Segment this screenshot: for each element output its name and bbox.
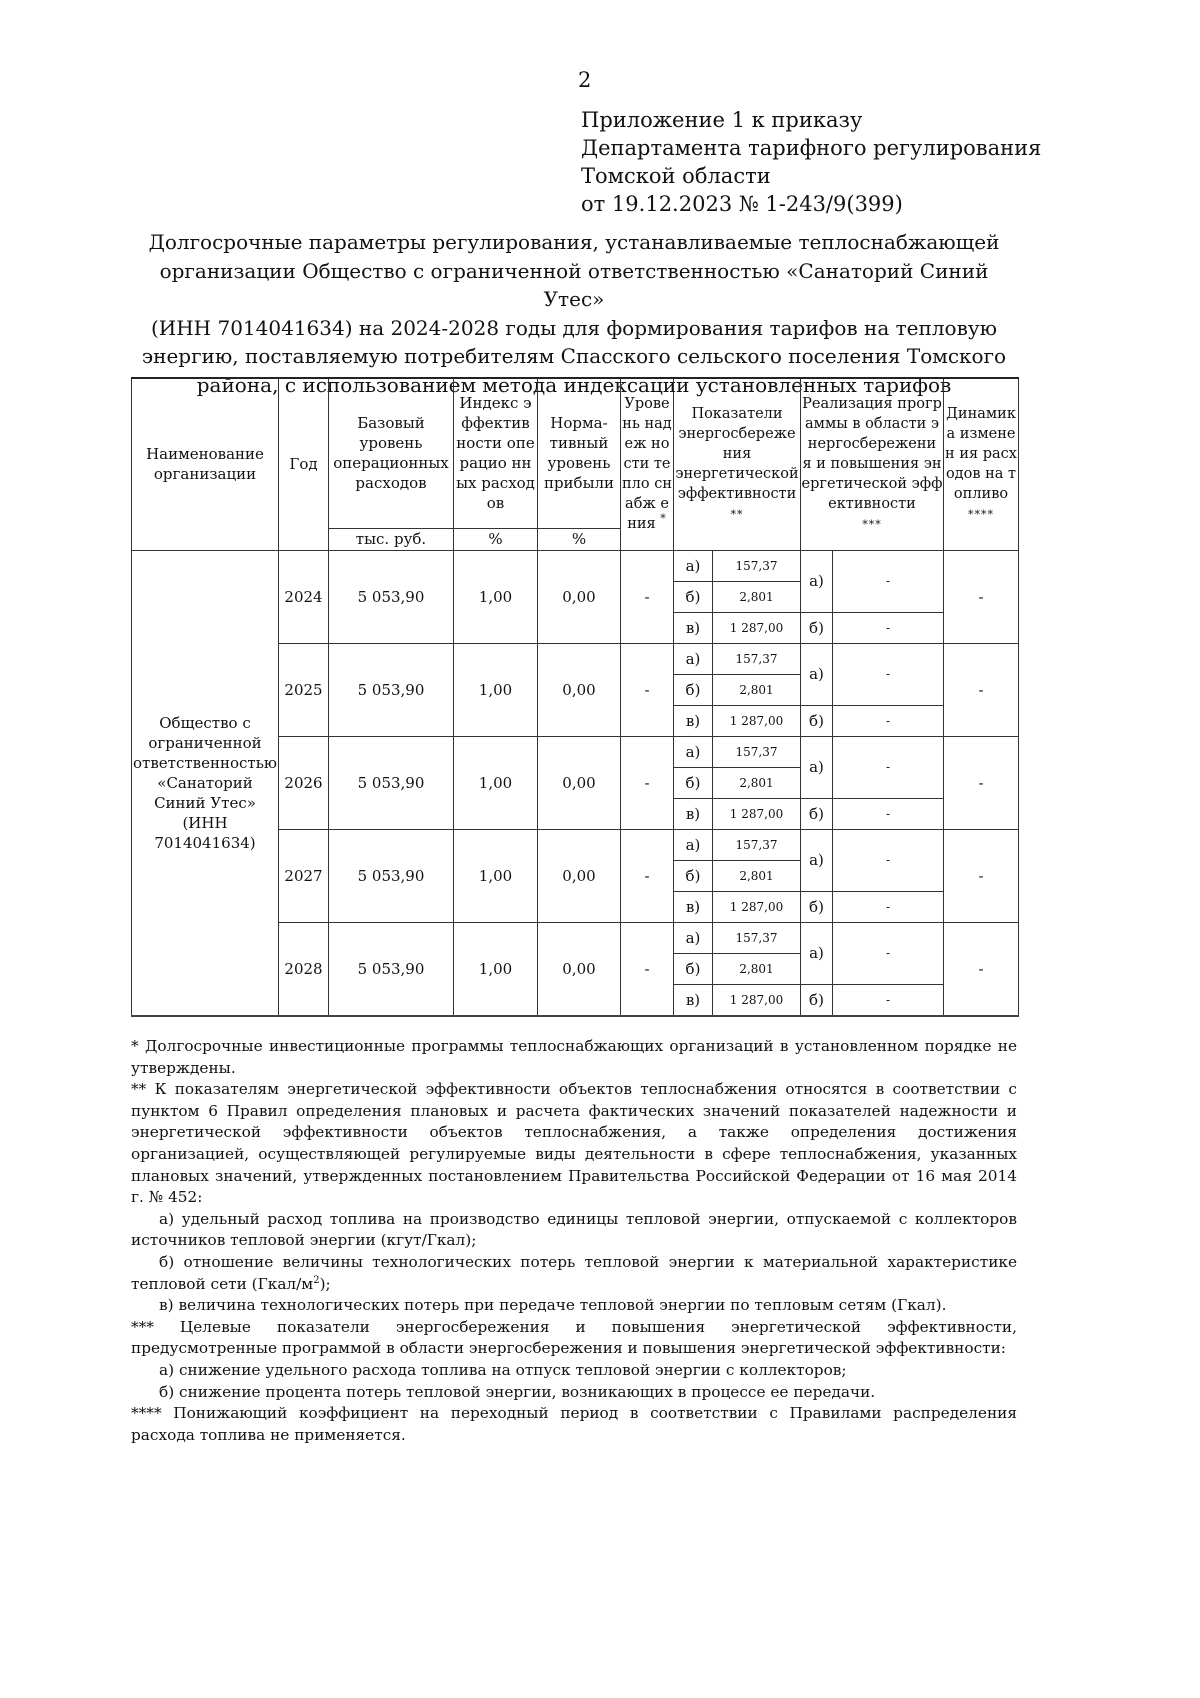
header-eff-index: Индекс эффектив ности операцио нных расходов <box>454 378 538 528</box>
norm-profit-cell: 0,00 <box>538 550 621 643</box>
footnote-mark: **** <box>968 507 995 521</box>
eff-index-cell: 1,00 <box>454 550 538 643</box>
program-letter: б) <box>801 891 833 922</box>
indicator-value: 2,801 <box>713 767 801 798</box>
appendix-line: от 19.12.2023 № 1-243/9(399) <box>581 192 903 216</box>
indicator-letter: б) <box>674 953 713 984</box>
footnote-2c: в) величина технологических потерь при передаче тепловой энергии по тепловым сетям (Гкал). <box>159 1296 947 1315</box>
program-value: - <box>833 829 944 891</box>
program-letter: б) <box>801 612 833 643</box>
indicator-value: 157,37 <box>713 643 801 674</box>
footnote-2b-end: ); <box>319 1274 331 1293</box>
program-letter: а) <box>801 550 833 612</box>
indicator-letter: в) <box>674 798 713 829</box>
indicator-value: 1 287,00 <box>713 984 801 1016</box>
footnote-3a: а) снижение удельного расхода топлива на отпуск тепловой энергии с коллекторов; <box>159 1360 847 1379</box>
norm-profit-cell: 0,00 <box>538 922 621 1016</box>
indicator-letter: б) <box>674 674 713 705</box>
program-letter: б) <box>801 705 833 736</box>
fuel-dynamics-cell: - <box>944 829 1019 922</box>
indicator-letter: а) <box>674 736 713 767</box>
eff-index-cell: 1,00 <box>454 922 538 1016</box>
fuel-dynamics-cell: - <box>944 550 1019 643</box>
base-opex-cell: 5 053,90 <box>329 829 454 922</box>
header-year: Год <box>279 378 329 550</box>
base-opex-cell: 5 053,90 <box>329 550 454 643</box>
program-value: - <box>833 643 944 705</box>
reliability-cell: - <box>621 736 674 829</box>
indicator-value: 157,37 <box>713 736 801 767</box>
indicator-letter: в) <box>674 984 713 1016</box>
superscript: 2 <box>313 1274 320 1286</box>
header-program <box>801 378 944 550</box>
program-value: - <box>833 891 944 922</box>
year-cell: 2024 <box>279 550 329 643</box>
footnote-2b <box>131 1252 1017 1295</box>
norm-profit-cell: 0,00 <box>538 829 621 922</box>
indicator-value: 2,801 <box>713 674 801 705</box>
fuel-dynamics-cell: - <box>944 736 1019 829</box>
indicator-letter: а) <box>674 922 713 953</box>
footnote-mark: * <box>660 512 667 526</box>
org-name-cell: Общество с ограниченной ответственностью «Санаторий Синий Утес» (ИНН 7014041634) <box>132 550 279 1016</box>
header-base-opex: Базовый уровень операционных расходов <box>329 378 454 528</box>
indicator-letter: а) <box>674 829 713 860</box>
header-energy-indicators <box>674 378 801 550</box>
unit-eff-index: % <box>454 528 538 550</box>
footnote-1: * Долгосрочные инвестиционные программы теплоснабжающих организаций в установленном порядке не утверждены. <box>131 1037 1017 1077</box>
indicator-letter: б) <box>674 581 713 612</box>
indicator-letter: а) <box>674 643 713 674</box>
header-fuel-dynamics-label: Динамик а изменен ия расходов на топливо <box>945 405 1017 502</box>
indicator-value: 1 287,00 <box>713 705 801 736</box>
indicator-value: 157,37 <box>713 550 801 581</box>
header-program-label: Реализация программы в области энергосбережени я и повышения энергетической эффективности <box>801 395 943 512</box>
reliability-cell: - <box>621 922 674 1016</box>
footnote-3: *** Целевые показатели энергосбережения и повышения энергетической эффективности, предусмотренные программой в области энергосбережения и повышения энергетической эффективности: <box>131 1317 1017 1358</box>
document-title <box>131 228 1017 399</box>
appendix-line: Приложение 1 к приказу <box>581 108 863 132</box>
year-cell: 2027 <box>279 829 329 922</box>
year-cell: 2028 <box>279 922 329 1016</box>
program-value: - <box>833 922 944 984</box>
program-value: - <box>833 550 944 612</box>
fuel-dynamics-cell: - <box>944 922 1019 1016</box>
header-org-name: Наименование организации <box>132 378 279 550</box>
norm-profit-cell: 0,00 <box>538 643 621 736</box>
indicator-value: 1 287,00 <box>713 612 801 643</box>
program-letter: б) <box>801 798 833 829</box>
base-opex-cell: 5 053,90 <box>329 736 454 829</box>
footnote-2b-text: б) отношение величины технологических потерь тепловой энергии к материальной характеристике тепловой сети (Гкал/м <box>131 1252 1017 1293</box>
eff-index-cell: 1,00 <box>454 829 538 922</box>
indicator-letter: в) <box>674 705 713 736</box>
indicator-letter: в) <box>674 891 713 922</box>
appendix-header <box>581 106 1041 218</box>
reliability-cell: - <box>621 550 674 643</box>
header-reliability-label: Урове нь надеж ности тепло снабж ения <box>622 396 672 533</box>
title-line: района, с использованием метода индексации установленных тарифов <box>196 372 952 397</box>
parameters-table <box>131 377 1019 1017</box>
norm-profit-cell: 0,00 <box>538 736 621 829</box>
program-value: - <box>833 612 944 643</box>
indicator-letter: б) <box>674 860 713 891</box>
indicator-value: 2,801 <box>713 953 801 984</box>
footnote-2a: а) удельный расход топлива на производство единицы тепловой энергии, отпускаемой с коллекторов источников тепловой энергии (кгут/Гкал); <box>131 1209 1017 1250</box>
program-value: - <box>833 984 944 1016</box>
base-opex-cell: 5 053,90 <box>329 922 454 1016</box>
program-value: - <box>833 736 944 798</box>
indicator-value: 1 287,00 <box>713 798 801 829</box>
footnote-4: **** Понижающий коэффициент на переходный период в соответствии с Правилами распределения расхода топлива не применяется. <box>131 1404 1017 1444</box>
page-number: 2 <box>578 68 592 92</box>
title-line: организации Общество с ограниченной ответственностью «Санаторий Синий Утес» <box>159 258 989 311</box>
title-line: Долгосрочные параметры регулирования, устанавливаемые теплоснабжающей <box>148 230 1000 254</box>
indicator-value: 2,801 <box>713 581 801 612</box>
header-reliability <box>621 378 674 550</box>
indicator-value: 2,801 <box>713 860 801 891</box>
base-opex-cell: 5 053,90 <box>329 643 454 736</box>
eff-index-cell: 1,00 <box>454 736 538 829</box>
eff-index-cell: 1,00 <box>454 643 538 736</box>
fuel-dynamics-cell: - <box>944 643 1019 736</box>
footnote-mark: ** <box>730 507 744 521</box>
program-value: - <box>833 798 944 829</box>
footnote-3b: б) снижение процента потерь тепловой энергии, возникающих в процессе ее передачи. <box>159 1382 876 1401</box>
title-line: (ИНН 7014041634) на 2024-2028 годы для формирования тарифов на тепловую <box>150 315 998 340</box>
program-letter: а) <box>801 736 833 798</box>
indicator-value: 1 287,00 <box>713 891 801 922</box>
unit-norm-profit: % <box>538 528 621 550</box>
year-cell: 2026 <box>279 736 329 829</box>
program-letter: а) <box>801 829 833 891</box>
footnote-2: ** К показателям энергетической эффективности объектов теплоснабжения относятся в соответствии с пунктом 6 Правил определения плановых и расчета фактических значений показателей надежности и энергетической эффективности объектов теплоснабжения, а также определения достижения организацией, осуществляющей регулируемые виды деятельности в сфере теплоснабжения, указанных плановых значений, утвержденных постановлением Правительства Российской Федерации от 16 мая 2014 г. № 452: <box>131 1080 1017 1207</box>
program-value: - <box>833 705 944 736</box>
header-fuel-dynamics <box>944 378 1019 550</box>
program-letter: а) <box>801 922 833 984</box>
header-energy-indicators-label: Показатели энергосбереже ния энергетической эффективности <box>675 405 799 502</box>
program-letter: б) <box>801 984 833 1016</box>
appendix-line: Департамента тарифного регулирования <box>581 136 1042 160</box>
unit-base-opex: тыс. руб. <box>329 528 454 550</box>
indicator-letter: б) <box>674 767 713 798</box>
indicator-value: 157,37 <box>713 922 801 953</box>
reliability-cell: - <box>621 643 674 736</box>
reliability-cell: - <box>621 829 674 922</box>
footnote-mark: *** <box>862 517 882 531</box>
indicator-value: 157,37 <box>713 829 801 860</box>
header-norm-profit: Норма-тивный уровень прибыли <box>538 378 621 528</box>
title-line: энергию, поставляемую потребителям Спасского сельского поселения Томского <box>141 344 1007 368</box>
indicator-letter: а) <box>674 550 713 581</box>
footnotes <box>131 1036 1017 1446</box>
indicator-letter: в) <box>674 612 713 643</box>
year-cell: 2025 <box>279 643 329 736</box>
program-letter: а) <box>801 643 833 705</box>
appendix-line: Томской области <box>581 164 771 188</box>
